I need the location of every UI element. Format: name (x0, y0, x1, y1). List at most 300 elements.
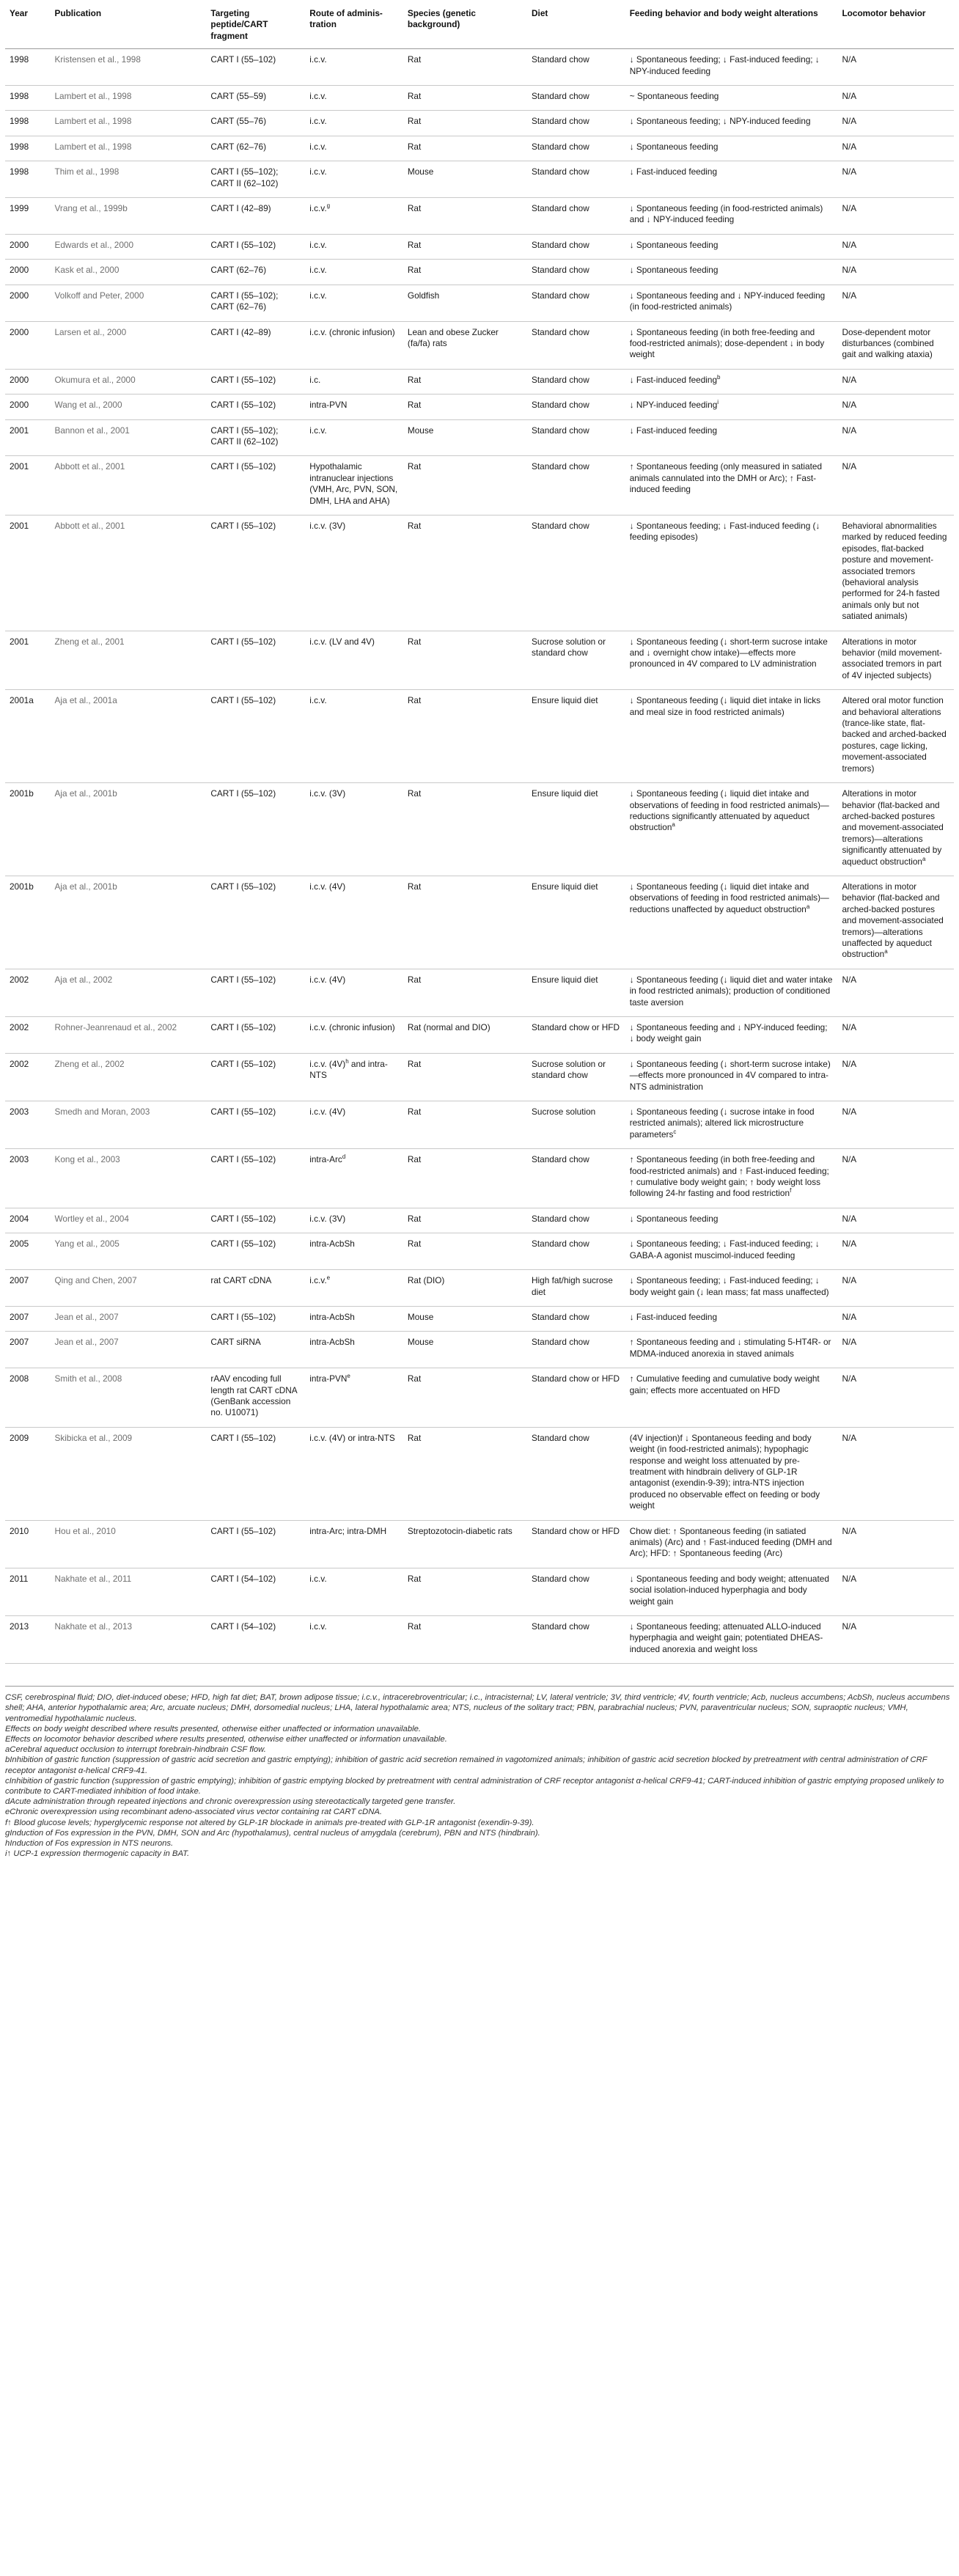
cell-year-text: 1998 (10, 166, 29, 177)
cell-route-text: i.c. (309, 374, 321, 385)
cell-route-text: i.c.v. (309, 695, 327, 706)
cell-targeting-text: CART I (55–102) (210, 1154, 276, 1165)
cell-feeding-text: ↓ Spontaneous feeding (↓ short-term sucrose intake)—effects more pronounced in 4V compared to intra-NTS administration (629, 1058, 831, 1092)
cell-feeding (625, 395, 838, 419)
cell-diet (527, 321, 625, 369)
cell-year (5, 969, 51, 1016)
cell-locomotor-text: Behavioral abnormalities marked by reduced feeding episodes, flat-backed posture and movement-associated tremors (behavioral analysis performed for 24-h fasted animals only but not satiated animals) (842, 520, 947, 622)
cell-targeting-text: CART I (55–102) (210, 1213, 276, 1224)
cell-year-text: 2013 (10, 1621, 29, 1632)
cell-species-text: Rat (407, 141, 422, 152)
cell-publication-text: Edwards et al., 2000 (54, 239, 134, 250)
cell-route-text: intra-Arc; intra-DMH (309, 1525, 387, 1536)
cell-species-text: Goldfish (407, 290, 440, 301)
cell-publication (51, 198, 207, 235)
footnote: bInhibition of gastric function (suppression of gastric acid secretion and gastric emptying); inhibition of gastric acid secretion remained in vagotomized animals; inhibition of gastric acid secretion blocked by pretreatment with central administration of CRF receptor antagonist α-helical CRF9-41. (5, 1755, 927, 1775)
cell-species (403, 1520, 527, 1568)
cell-route (305, 1101, 403, 1149)
cell-diet-text: Standard chow (532, 265, 589, 276)
cell-feeding-text: ↓ Spontaneous feeding; ↓ Fast-induced feeding; ↓ NPY-induced feeding (629, 54, 820, 76)
cell-year-text: 2001 (10, 425, 29, 436)
cell-publication (51, 1306, 207, 1331)
cell-route (305, 1616, 403, 1664)
cell-year-text: 2000 (10, 290, 29, 301)
table-row (5, 234, 954, 259)
cell-diet (527, 260, 625, 285)
cell-publication (51, 260, 207, 285)
cell-feeding-text: ↓ Spontaneous feeding; attenuated ALLO-induced hyperphagia and weight gain; potentiated DHEAS-induced anorexia and weight loss (629, 1621, 823, 1654)
cell-route (305, 369, 403, 394)
cell-feeding-text: ↓ Spontaneous feeding and ↓ NPY-induced feeding (in food-restricted animals) (629, 290, 826, 312)
cell-year-text: 2000 (10, 326, 29, 337)
table-row (5, 86, 954, 111)
cell-publication-text: Wang et al., 2000 (54, 400, 122, 411)
cell-diet-text: Standard chow (532, 520, 589, 531)
cell-route (305, 234, 403, 259)
cell-year-text: 2001b (10, 788, 34, 799)
cell-locomotor (837, 1427, 954, 1520)
cell-locomotor (837, 136, 954, 161)
cell-publication (51, 1616, 207, 1664)
cell-locomotor (837, 285, 954, 321)
cell-locomotor-text: Alterations in motor behavior (mild movement-associated tremors in part of 4V injected subjects) (842, 636, 942, 680)
cell-feeding-text: ↓ Spontaneous feeding (↓ liquid diet intake in licks and meal size in food restricted animals) (629, 695, 821, 717)
cell-targeting-text: rat CART cDNA (210, 1275, 272, 1286)
footnote-marker: i (717, 399, 719, 406)
cell-year-text: 2003 (10, 1107, 29, 1118)
cell-diet (527, 1208, 625, 1233)
cell-route (305, 1233, 403, 1270)
cell-route (305, 1427, 403, 1520)
cell-year (5, 1427, 51, 1520)
cell-publication-text: Bannon et al., 2001 (54, 425, 130, 436)
cell-diet-text: Standard chow (532, 290, 589, 301)
cell-species-text: Rat (407, 1432, 422, 1443)
table-row (5, 456, 954, 515)
cell-route (305, 456, 403, 515)
cell-publication-text: Abbott et al., 2001 (54, 461, 125, 472)
cell-route (305, 690, 403, 783)
cell-feeding (625, 456, 838, 515)
cell-diet (527, 1101, 625, 1149)
table-row (5, 1427, 954, 1520)
cell-feeding-text: ↓ Spontaneous feeding (629, 239, 719, 250)
cell-year (5, 395, 51, 419)
cell-publication (51, 49, 207, 86)
cell-diet-text: Standard chow (532, 1239, 589, 1250)
cell-species (403, 1568, 527, 1615)
cell-feeding (625, 1306, 838, 1331)
cell-publication (51, 1053, 207, 1101)
cell-targeting (206, 1332, 305, 1368)
cell-year-text: 2002 (10, 1022, 29, 1032)
cell-species (403, 419, 527, 456)
cell-publication-text: Qing and Chen, 2007 (54, 1275, 137, 1286)
cell-feeding (625, 515, 838, 631)
cell-locomotor-text: N/A (842, 116, 857, 127)
cell-species (403, 321, 527, 369)
footnote-marker: f (790, 1187, 792, 1195)
cell-feeding-text: ↓ NPY-induced feeding (629, 400, 718, 411)
cell-year (5, 1616, 51, 1664)
cell-publication-text: Wortley et al., 2004 (54, 1213, 129, 1224)
table-row (5, 783, 954, 876)
cell-diet-text: Ensure liquid diet (532, 788, 598, 799)
cell-species (403, 515, 527, 631)
cell-year-text: 2000 (10, 400, 29, 411)
cell-species (403, 876, 527, 969)
table-row (5, 1233, 954, 1270)
cell-diet-text: Standard chow (532, 400, 589, 411)
cell-route-text-continued: and intra-NTS (309, 1058, 388, 1081)
cell-feeding (625, 1520, 838, 1568)
cell-targeting-text: CART I (55–102) (210, 1432, 276, 1443)
cell-route-text: intra-AcbSh (309, 1239, 355, 1250)
cell-year (5, 1017, 51, 1054)
cell-targeting-text: CART I (54–102) (210, 1573, 276, 1584)
cell-feeding-text: ↓ Spontaneous feeding; ↓ NPY-induced feeding (629, 116, 811, 127)
cell-targeting-text: CART I (55–102) (210, 520, 276, 531)
cell-targeting-text: CART I (55–102) (210, 636, 276, 647)
cell-feeding-text: ↓ Fast-induced feeding (629, 166, 718, 177)
table-row (5, 1332, 954, 1368)
cell-species-text: Mouse (407, 166, 434, 177)
cell-diet (527, 515, 625, 631)
cell-route-text: i.c.v. (4V) (309, 1058, 346, 1069)
cell-publication (51, 419, 207, 456)
cell-diet (527, 369, 625, 394)
cell-publication-text: Lambert et al., 1998 (54, 91, 132, 102)
cell-species-text: Streptozotocin-diabetic rats (407, 1525, 512, 1536)
cell-locomotor-text: N/A (842, 1275, 857, 1286)
table-row (5, 515, 954, 631)
table-row (5, 1149, 954, 1208)
footnote-marker: a (884, 948, 888, 955)
cell-locomotor (837, 690, 954, 783)
cell-diet-text: High fat/high sucrose diet (532, 1275, 613, 1297)
cell-species (403, 86, 527, 111)
cell-targeting (206, 395, 305, 419)
cell-targeting-text: CART I (55–102) (210, 374, 276, 385)
cell-publication-text: Nakhate et al., 2013 (54, 1621, 133, 1632)
cell-species (403, 161, 527, 198)
cell-species (403, 111, 527, 136)
table-row (5, 285, 954, 321)
cell-year-text: 2002 (10, 1058, 29, 1069)
cell-locomotor-text: N/A (842, 1373, 857, 1384)
cell-route-text: i.c.v. (3V) (309, 788, 346, 799)
cell-species-text: Rat (407, 1058, 422, 1069)
cell-targeting-text: CART I (55–102) (210, 461, 276, 472)
cell-species-text: Rat (407, 1239, 422, 1250)
cell-targeting (206, 1270, 305, 1307)
cell-targeting (206, 369, 305, 394)
cell-year-text: 2000 (10, 265, 29, 276)
cell-feeding-text: ↓ Spontaneous feeding (↓ liquid diet and water intake in food restricted animals); production of conditioned taste aversion (629, 974, 833, 1008)
cell-feeding (625, 1017, 838, 1054)
footnote-marker: g (326, 202, 331, 210)
cell-targeting (206, 1568, 305, 1615)
cell-targeting-text: CART I (55–102) (210, 1022, 276, 1032)
cell-targeting (206, 234, 305, 259)
cell-feeding (625, 1332, 838, 1368)
cell-targeting-text: CART (62–76) (210, 265, 267, 276)
cell-feeding (625, 86, 838, 111)
cell-targeting-text: CART (55–59) (210, 91, 267, 102)
table-row (5, 260, 954, 285)
header-publication: Publication (51, 2, 207, 49)
cell-year (5, 234, 51, 259)
cell-species-text: Rat (407, 400, 422, 411)
cell-locomotor-text: N/A (842, 1311, 857, 1322)
cell-feeding-text: ↓ Fast-induced feeding (629, 374, 718, 385)
cell-locomotor (837, 86, 954, 111)
table-row (5, 1306, 954, 1331)
cell-year (5, 111, 51, 136)
cell-targeting-text: CART (62–76) (210, 141, 267, 152)
cell-locomotor (837, 1017, 954, 1054)
cell-species-text: Lean and obese Zucker (fa/fa) rats (407, 326, 499, 348)
cell-locomotor-text: Altered oral motor function and behavioral alterations (trance-like state, flat-backed and arched-backed postures, cage licking, movement-associated tremors) (842, 695, 947, 774)
table-row (5, 1520, 954, 1568)
cell-route-text: i.c.v. (4V) (309, 974, 346, 985)
footnote-marker: h (345, 1057, 349, 1065)
cell-targeting (206, 1149, 305, 1208)
cell-diet-text: Standard chow (532, 1337, 589, 1348)
cell-species-text: Rat (407, 461, 422, 472)
cell-locomotor (837, 1306, 954, 1331)
footnote: eChronic overexpression using recombinant adeno-associated virus vector containing rat CART cDNA. (5, 1808, 383, 1817)
cell-targeting (206, 285, 305, 321)
cell-publication-text: Jean et al., 2007 (54, 1311, 119, 1322)
cell-species (403, 198, 527, 235)
cell-year-text: 1998 (10, 91, 29, 102)
cell-diet-text: Standard chow (532, 1432, 589, 1443)
cell-targeting (206, 783, 305, 876)
footnote: dAcute administration through repeated injections and chronic overexpression using stereotactically targeted gene transfer. (5, 1797, 456, 1807)
cell-publication-text: Aja et al., 2001a (54, 695, 117, 706)
cell-locomotor-text: N/A (842, 239, 857, 250)
cell-diet (527, 1332, 625, 1368)
cell-locomotor (837, 1053, 954, 1101)
cell-year (5, 86, 51, 111)
cell-feeding (625, 876, 838, 969)
cell-year (5, 198, 51, 235)
header-locomotor: Locomotor behavior (837, 2, 954, 49)
cell-diet (527, 631, 625, 690)
cell-targeting (206, 419, 305, 456)
cell-route (305, 1149, 403, 1208)
cell-route-text: i.c.v. (309, 290, 327, 301)
cell-year (5, 515, 51, 631)
cell-year (5, 260, 51, 285)
cell-route-text: i.c.v. (chronic infusion) (309, 1022, 395, 1032)
cell-species (403, 369, 527, 394)
footnote-marker: b (717, 373, 721, 381)
cell-feeding-text: ↑ Spontaneous feeding (only measured in satiated animals cannulated into the DMH or Arc); ↑ Fast-induced feeding (629, 461, 823, 495)
cell-species (403, 1017, 527, 1054)
cell-feeding-text: ↓ Fast-induced feeding (629, 425, 718, 436)
cell-species-text: Rat (407, 1154, 422, 1165)
cell-year-text: 2004 (10, 1213, 29, 1224)
table-row (5, 1053, 954, 1101)
cell-species (403, 631, 527, 690)
cell-route-text: intra-AcbSh (309, 1311, 355, 1322)
cell-targeting (206, 969, 305, 1016)
cell-species (403, 136, 527, 161)
footnote: CSF, cerebrospinal fluid; DIO, diet-induced obese; HFD, high fat diet; BAT, brown adipose tissue; i.c.v., intracerebroventricular; i.c., intracisternal; LV, lateral ventricle; 3V, third ventricle; 4V, fourth ventricle; Acb, nucleus accumbens; AcbSh, nucleus accumbens shell; AHA, anterior hypothalamic area; Arc, arcuate nucleus; DMH, dorsomedial nucleus; LHA, lateral hypothalamic area; NTS, nucleus of the solitary tract; PBN, parabrachial nucleus; PVN, paraventricular nucleus; SON, supraoptic nucleus; VMH, ventromedial hypothalamic nucleus. (5, 1693, 950, 1723)
cell-targeting (206, 1053, 305, 1101)
cell-diet-text: Standard chow (532, 1154, 589, 1165)
cell-diet-text: Sucrose solution or standard chow (532, 1058, 606, 1081)
cell-feeding (625, 369, 838, 394)
cell-diet-text: Standard chow (532, 1311, 589, 1322)
cell-year-text: 2009 (10, 1432, 29, 1443)
cell-targeting-text: CART I (55–102) (210, 1239, 276, 1250)
cell-diet-text: Standard chow (532, 374, 589, 385)
cell-publication (51, 321, 207, 369)
cell-locomotor-text: N/A (842, 1337, 857, 1348)
cell-route (305, 198, 403, 235)
cell-diet-text: Standard chow or HFD (532, 1022, 620, 1032)
table-row (5, 321, 954, 369)
cell-locomotor-text: N/A (842, 1239, 857, 1250)
cell-diet (527, 86, 625, 111)
cell-diet (527, 285, 625, 321)
cell-year (5, 369, 51, 394)
cell-diet-text: Standard chow (532, 239, 589, 250)
cell-diet (527, 1017, 625, 1054)
cell-year-text: 2000 (10, 239, 29, 250)
cell-locomotor (837, 234, 954, 259)
table-row (5, 969, 954, 1016)
cell-species-text: Rat (407, 520, 422, 531)
cell-diet-text: Standard chow (532, 203, 589, 214)
cell-route-text: i.c.v. (309, 54, 327, 65)
cell-locomotor-text: Alterations in motor behavior (flat-backed and arched-backed postures and movement-associated tremors)—alterations unaffected by aqueduct obstruction (842, 881, 944, 960)
cell-species (403, 395, 527, 419)
cell-species-text: Mouse (407, 425, 434, 436)
cell-species (403, 234, 527, 259)
cell-route-text: i.c.v. (LV and 4V) (309, 636, 375, 647)
cell-publication (51, 515, 207, 631)
table-footnotes (5, 1686, 954, 1859)
cell-publication (51, 369, 207, 394)
cell-feeding (625, 198, 838, 235)
cell-feeding (625, 419, 838, 456)
cell-publication-text: Thim et al., 1998 (54, 166, 120, 177)
table-body (5, 49, 954, 1664)
cell-publication (51, 1368, 207, 1428)
cell-targeting (206, 161, 305, 198)
cell-species-text: Rat (407, 695, 422, 706)
cell-route-text: i.c.v. (309, 1621, 327, 1632)
cell-route-text: i.c.v. (309, 1275, 327, 1286)
cell-locomotor-text: N/A (842, 1107, 857, 1118)
cell-locomotor (837, 395, 954, 419)
cell-locomotor (837, 321, 954, 369)
cell-publication-text: Smedh and Moran, 2003 (54, 1107, 150, 1118)
cell-diet (527, 1053, 625, 1101)
cell-feeding-text: ↑ Spontaneous feeding and ↓ stimulating 5-HT4R- or MDMA-induced anorexia in staved animals (629, 1337, 831, 1359)
cell-targeting-text: CART I (55–102) (210, 788, 276, 799)
cell-feeding-text: ↓ Spontaneous feeding (↓ liquid diet intake and observations of feeding in food restricted animals)—reductions significantly attenuated by aqueduct obstruction (629, 788, 829, 833)
cell-locomotor (837, 1208, 954, 1233)
cell-species (403, 969, 527, 1016)
cell-route (305, 969, 403, 1016)
footnote: aCerebral aqueduct occlusion to interrupt forebrain-hindbrain CSF flow. (5, 1745, 266, 1755)
cell-targeting-text: rAAV encoding full length rat CART cDNA (GenBank accession no. U10071) (210, 1373, 297, 1418)
cell-diet-text: Ensure liquid diet (532, 974, 598, 985)
cell-route (305, 136, 403, 161)
cell-locomotor (837, 1368, 954, 1428)
cell-route-text: intra-PVN (309, 1373, 348, 1384)
cell-feeding-text: ↓ Spontaneous feeding (↓ sucrose intake in food restricted animals); altered lick microstructure parameters (629, 1107, 815, 1140)
cell-diet (527, 1616, 625, 1664)
table-row (5, 1568, 954, 1615)
header-targeting: Targeting peptide/CART fragment (206, 2, 305, 49)
cell-year-text: 1998 (10, 54, 29, 65)
cell-species (403, 1616, 527, 1664)
cell-targeting-text: CART I (55–102) (210, 54, 276, 65)
cell-year-text: 2003 (10, 1154, 29, 1165)
cell-publication (51, 111, 207, 136)
cell-publication (51, 1208, 207, 1233)
cell-publication (51, 456, 207, 515)
table-row (5, 1101, 954, 1149)
cell-route (305, 285, 403, 321)
cell-locomotor (837, 1233, 954, 1270)
cell-diet (527, 419, 625, 456)
cell-year (5, 136, 51, 161)
cell-locomotor (837, 631, 954, 690)
table-row (5, 198, 954, 235)
table-row (5, 1017, 954, 1054)
cell-species (403, 1332, 527, 1368)
cell-targeting-text: CART I (54–102) (210, 1621, 276, 1632)
cell-publication (51, 1520, 207, 1568)
cell-publication (51, 1270, 207, 1307)
cell-targeting (206, 198, 305, 235)
cell-year-text: 2001b (10, 881, 34, 892)
table-row (5, 876, 954, 969)
cell-diet (527, 1306, 625, 1331)
cell-targeting-text: CART I (55–102) (210, 1525, 276, 1536)
cell-publication-text: Kristensen et al., 1998 (54, 54, 141, 65)
cell-species (403, 1101, 527, 1149)
cell-species-text: Rat (407, 374, 422, 385)
cell-route (305, 395, 403, 419)
cell-targeting (206, 631, 305, 690)
cell-year (5, 1332, 51, 1368)
cell-year-text: 2001a (10, 695, 34, 706)
cell-species-text: Rat (407, 636, 422, 647)
cell-locomotor (837, 1616, 954, 1664)
cell-locomotor (837, 1520, 954, 1568)
cell-route-text: Hypothalamic intranuclear injections (VMH, Arc, PVN, SON, DMH, LHA and AHA) (309, 461, 398, 506)
cell-publication-text: Aja et al., 2002 (54, 974, 113, 985)
cell-feeding-text: (4V injection)f ↓ Spontaneous feeding and body weight (in food-restricted animals); hypophagic response and weight loss attenuated by pre-treatment with hindbrain delivery of GLP-1R antagonist (exendin-9-39); intra-NTS injection produced no observable effect on feeding or body weight (629, 1432, 820, 1511)
footnote: f↑ Blood glucose levels; hyperglycemic response not altered by GLP-1R blockade in animals pre-treated with GLP-1R antagonist (exendin-9-39). (5, 1818, 534, 1827)
cell-targeting-text: CART I (55–102) (210, 1058, 276, 1069)
cell-diet-text: Standard chow (532, 1573, 589, 1584)
cell-year (5, 1520, 51, 1568)
header-species: Species (genetic background) (403, 2, 527, 49)
cell-year (5, 321, 51, 369)
cell-locomotor-text: N/A (842, 400, 857, 411)
cell-species (403, 1427, 527, 1520)
cell-year (5, 1208, 51, 1233)
